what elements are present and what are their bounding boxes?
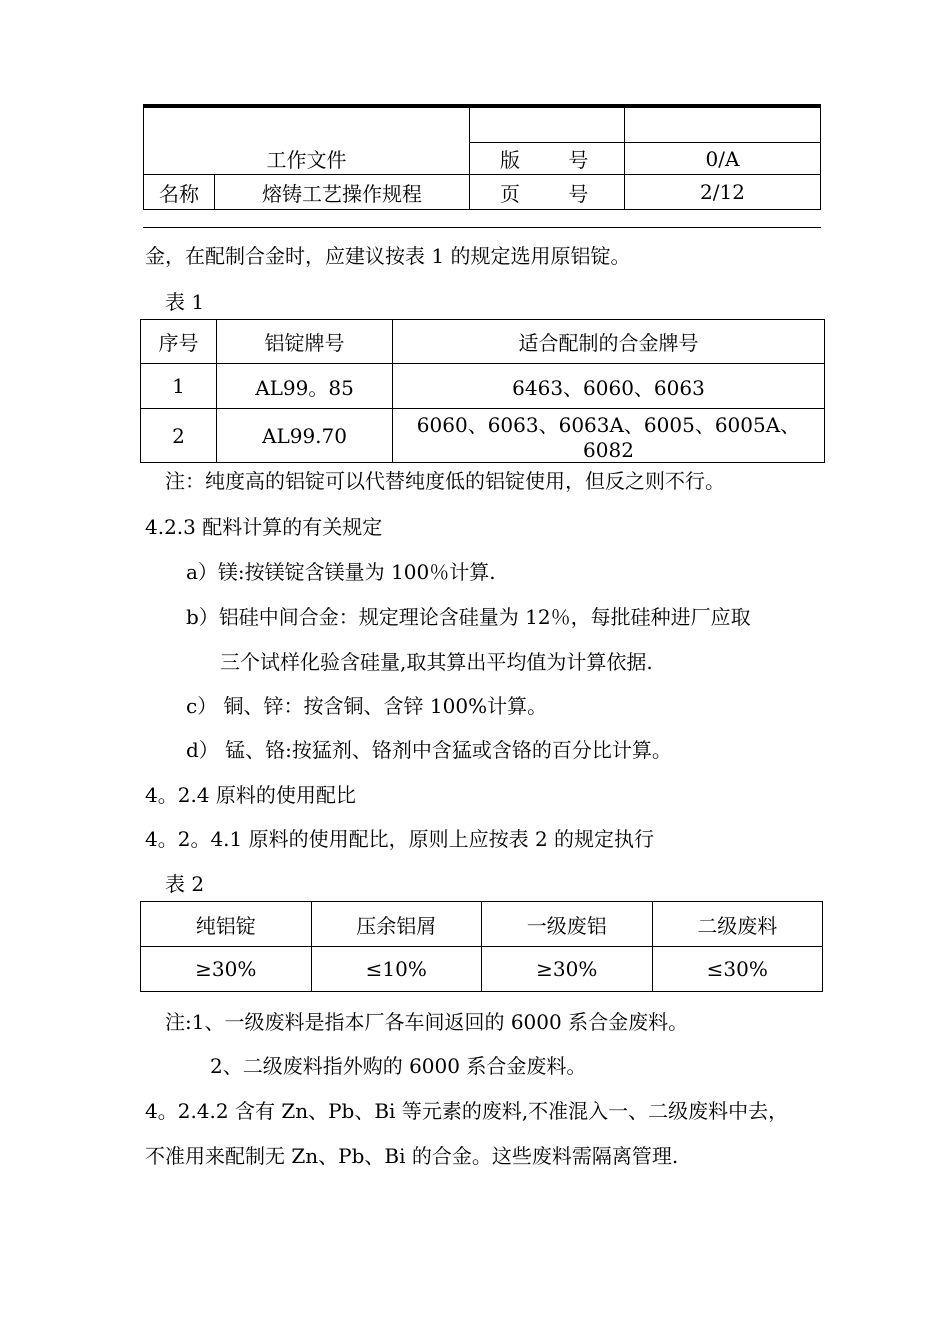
table-2 [140,901,823,992]
header-version-label: 版 号 [470,143,625,175]
table1-caption: 表 1 [165,290,205,314]
section-heading: 4.2.3 配料计算的有关规定 [145,515,383,539]
header-name-value: 熔铸工艺操作规程 [215,175,470,210]
list-item-continuation: 三个试样化验含硅量,取其算出平均值为计算依据. [220,650,653,674]
table-header-cell: 铝锭牌号 [217,320,393,364]
table-cell: ≥30% [141,947,312,992]
section-heading: 4。2。4.1 原料的使用配比，原则上应按表 2 的规定执行 [145,827,655,851]
table-cell: AL99.70 [217,409,393,463]
table-header-cell: 二级废料 [652,902,823,947]
table-header-cell: 纯铝锭 [141,902,312,947]
header-version-value: 0/A [625,143,821,175]
table-row [141,409,825,463]
table-header-cell: 序号 [141,320,217,364]
list-item: d） 锰、铬:按猛剂、铬剂中含猛或含铬的百分比计算。 [186,738,672,762]
header-name-label: 名称 [144,175,215,210]
table-cell: ≥30% [482,947,653,992]
body-line: 金，在配制合金时，应建议按表 1 的规定选用原铝锭。 [145,244,631,268]
section-heading: 4。2.4 原料的使用配比 [145,783,356,807]
table-header-row [141,320,825,364]
table-cell: ≤30% [652,947,823,992]
table-header-row [141,902,823,947]
table-row [141,364,825,409]
table-header-cell: 一级废铝 [482,902,653,947]
table-row [141,947,823,992]
note: 注:1、一级废料是指本厂各车间返回的 6000 系合金废料。 [165,1010,689,1034]
table-1 [140,319,825,463]
table-cell: 6463、6060、6063 [393,364,825,409]
header-cell-blank [144,108,470,143]
table-header-cell: 适合配制的合金牌号 [393,320,825,364]
table-cell: 6060、6063、6063A、6005、6005A、6082 [393,409,825,463]
body-line: 不准用来配制无 Zn、Pb、Bi 的合金。这些废料需隔离管理. [145,1144,679,1168]
note: 2、二级废料指外购的 6000 系合金废料。 [210,1054,587,1078]
header-doc-type: 工作文件 [144,143,470,175]
header-cell-blank [625,108,821,143]
table-cell: 2 [141,409,217,463]
note: 注：纯度高的铝锭可以代替纯度低的铝锭使用，但反之则不行。 [165,469,725,493]
section-heading: 4。2.4.2 含有 Zn、Pb、Bi 等元素的废料,不准混入一、二级废料中去， [145,1099,789,1123]
list-item: b）铝硅中间合金：规定理论含硅量为 12％，每批硅种进厂应取 [186,605,751,629]
list-item: a）镁:按镁锭含镁量为 100％计算. [186,560,496,584]
header-page-value: 2/12 [625,175,821,210]
header-page-label: 页 号 [470,175,625,210]
list-item: c） 铜、锌：按含铜、含锌 100%计算。 [186,694,548,718]
header-cell-blank [470,108,625,143]
table-cell: 1 [141,364,217,409]
table2-caption: 表 2 [165,872,205,896]
header-bottom-rule [143,227,821,228]
table-cell: AL99。85 [217,364,393,409]
document-header-table [143,107,821,210]
table-header-cell: 压余铝屑 [311,902,482,947]
table-cell: ≤10% [311,947,482,992]
